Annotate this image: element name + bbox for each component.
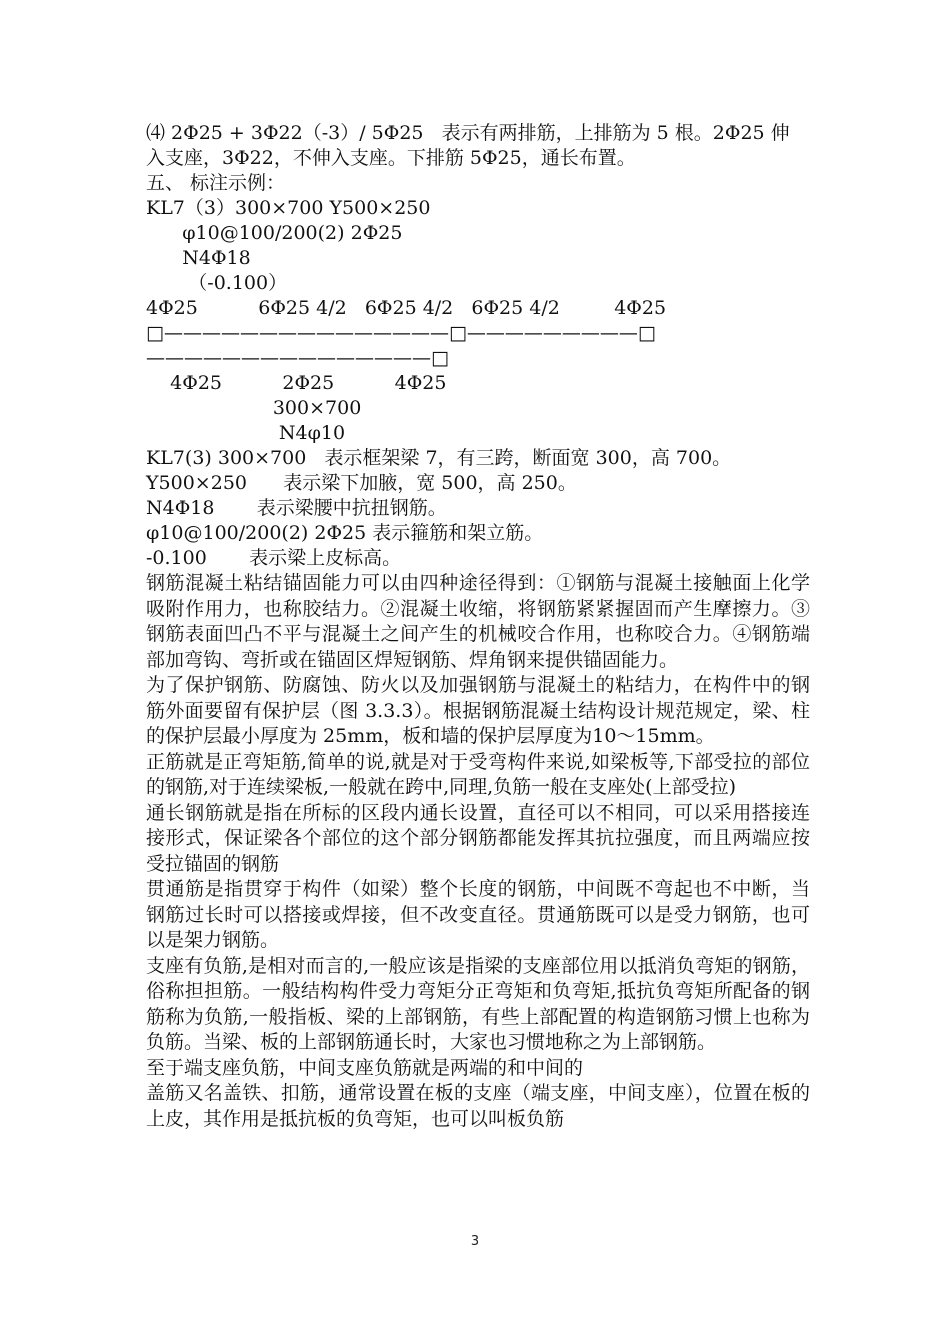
example-line: φ10@100/200(2) 2Φ25: [146, 222, 403, 244]
example-line: N4φ10: [146, 422, 346, 444]
section-heading: 五、 标注示例：: [146, 172, 286, 194]
beam-diagram-line: ———————————————□: [146, 347, 449, 369]
example-line: 4Φ25 6Φ25 4/2 6Φ25 4/2 6Φ25 4/2 4Φ25: [146, 297, 667, 319]
paragraph: 支座有负筋,是相对而言的,一般应该是指梁的支座部位用以抵消负弯矩的钢筋，俗称担担筋。一般结构构件受力弯矩分正弯矩和负弯矩,抵抗负弯矩所配备的钢筋称为负筋,一般指板、梁的上部钢筋，有些上部配置的构造钢筋习惯上也称为负筋。当梁、板的上部钢筋通长时，大家也习惯地称之为上部钢筋。: [146, 954, 810, 1053]
paragraph: 为了保护钢筋、防腐蚀、防火以及加强钢筋与混凝土的粘结力，在构件中的钢筋外面要留有保护层（图 3.3.3）。根据钢筋混凝土结构设计规范规定，梁、柱的保护层最小厚度为 25mm，板和墙的保护层厚度为10～15mm。: [146, 674, 810, 747]
explanation-line: Y500×250 表示梁下加腋，宽 500，高 250。: [146, 472, 577, 494]
paragraph: 盖筋又名盖铁、扣筋，通常设置在板的支座（端支座，中间支座），位置在板的上皮，其作用是抵抗板的负弯矩，也可以叫板负筋: [146, 1082, 810, 1130]
paragraph: 至于端支座负筋，中间支座负筋就是两端的和中间的: [146, 1056, 584, 1079]
page-number: 3: [470, 1234, 480, 1249]
paragraph: 通长钢筋就是指在所标的区段内通长设置，直径可以不相同，可以采用搭接连接形式，保证梁各个部位的这个部分钢筋都能发挥其抗拉强度，而且两端应按受拉锚固的钢筋: [146, 801, 810, 875]
explanation-line: -0.100 表示梁上皮标高。: [146, 547, 402, 569]
body-text: [146, 121, 810, 1132]
explanation-line: φ10@100/200(2) 2Φ25 表示箍筋和架立筋。: [146, 522, 544, 544]
example-line: 4Φ25 2Φ25 4Φ25: [146, 372, 447, 394]
example-line: KL7（3）300×700 Y500×250: [146, 197, 431, 219]
text-line: ⑷ 2Φ25 + 3Φ22（-3）/ 5Φ25 表示有两排筋，上排筋为 5 根。2Φ25 伸: [146, 122, 790, 144]
paragraph: 钢筋混凝土粘结锚固能力可以由四种途径得到：①钢筋与混凝土接触面上化学吸附作用力，也称胶结力。②混凝土收缩，将钢筋紧紧握固而产生摩擦力。③钢筋表面凹凸不平与混凝土之间产生的机械咬合作用，也称咬合力。④钢筋端部加弯钩、弯折或在锚固区焊短钢筋、焊角钢来提供锚固能力。: [146, 572, 810, 671]
explanation-line: KL7(3) 300×700 表示框架梁 7，有三跨，断面宽 300，高 700。: [146, 447, 732, 469]
explanation-line: N4Φ18 表示梁腰中抗扭钢筋。: [146, 497, 447, 519]
paragraph: 贯通筋是指贯穿于构件（如梁）整个长度的钢筋，中间既不弯起也不中断，当钢筋过长时可以搭接或焊接，但不改变直径。贯通筋既可以是受力钢筋，也可以是架力钢筋。: [146, 878, 810, 951]
example-line: 300×700: [146, 397, 362, 419]
beam-diagram-line: □———————————————□—————————□: [146, 322, 656, 344]
paragraph: 正筋就是正弯矩筋,简单的说,就是对于受弯构件来说,如梁板等,下部受拉的部位的钢筋,对于连续梁板,一般就在跨中,同理,负筋一般在支座处(上部受拉): [146, 750, 810, 798]
example-line: N4Φ18: [146, 247, 251, 269]
example-line: （-0.100）: [146, 272, 288, 294]
text-line: 入支座，3Φ22，不伸入支座。下排筋 5Φ25，通长布置。: [146, 147, 636, 169]
